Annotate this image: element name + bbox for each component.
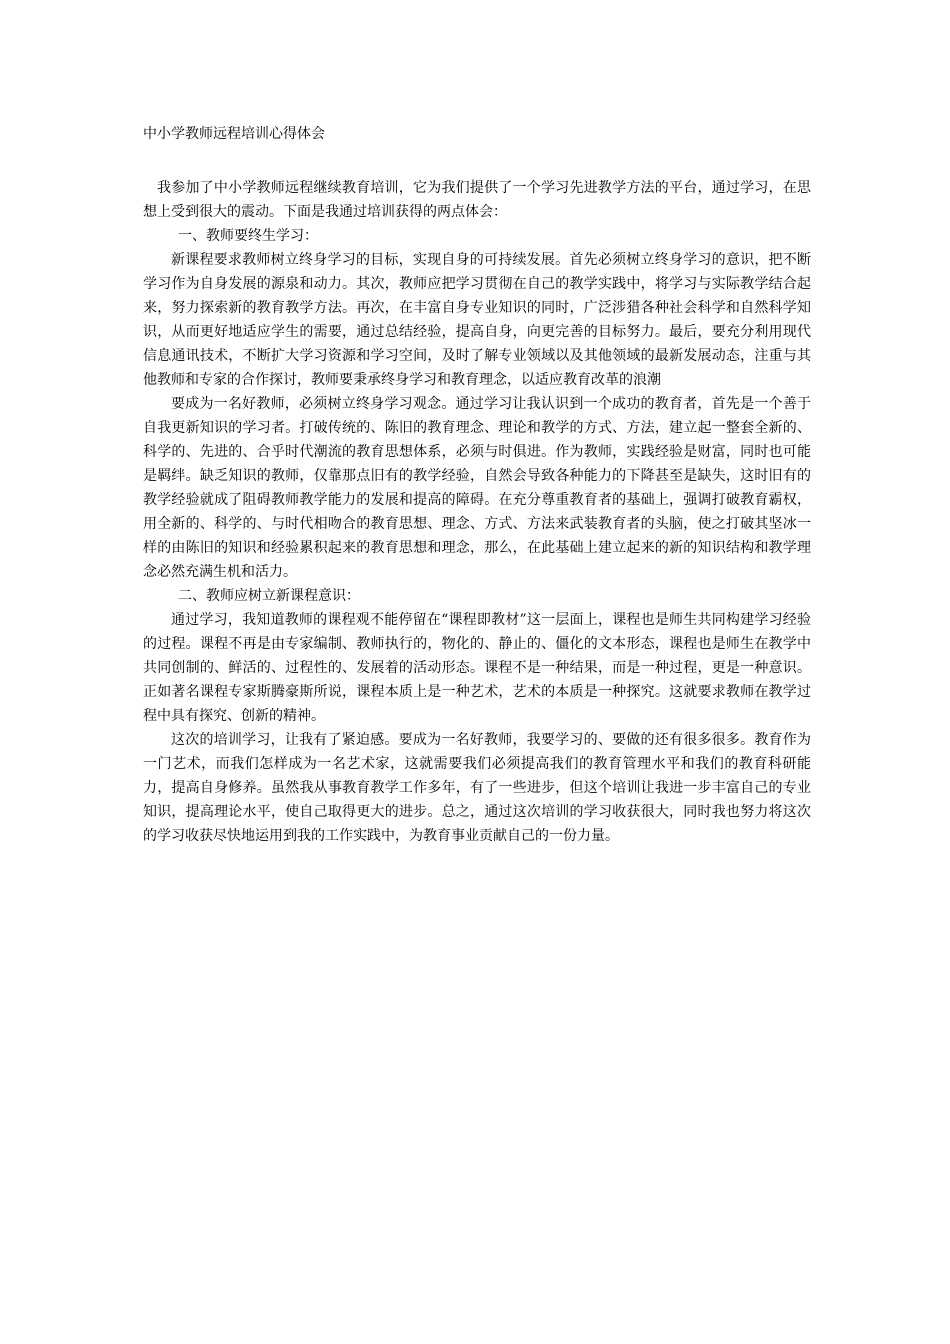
section-1-paragraph-2: 要成为一名好教师，必须树立终身学习观念。通过学习让我认识到一个成功的教育者，首先是一个善于自我更新知识的学习者。打破传统的、陈旧的教育理念、理论和教学的方式、方法，建立起一整套全新的、科学的、先进的、合乎时代潮流的教育思想体系，必须与时俱进。作为教师，实践经验是财富，同时也可能是羁绊。缺乏知识的教师，仅靠那点旧有的教学经验，自然会导致各种能力的下降甚至是缺失，这时旧有的教学经验就成了阻碍教师教学能力的发展和提高的障碍。在充分尊重教育者的基础上，强调打破教育霸权，用全新的、科学的、与时代相吻合的教育思想、理念、方式、方法来武装教育者的头脑，使之打破其坚冰一样的由陈旧的知识和经验累积起来的教育思想和理念，那么，在此基础上建立起来的新的知识结构和教学理念必然充满生机和活力。 [143, 396, 811, 580]
section-2-paragraph-2: 这次的培训学习，让我有了紧迫感。要成为一名好教师，我要学习的、要做的还有很多很多。教育作为一门艺术，而我们怎样成为一名艺术家，这就需要我们必须提高我们的教育管理水平和我们的教育科研能力，提高自身修养。虽然我从事教育教学工作多年，有了一些进步，但这个培训让我进一步丰富自己的专业知识，提高理论水平，使自己取得更大的进步。总之，通过这次培训的学习收获很大，同时我也努力将这次的学习收获尽快地运用到我的工作实践中，为教育事业贡献自己的一份力量。 [143, 732, 811, 844]
section-1-paragraph-1: 新课程要求教师树立终身学习的目标，实现自身的可持续发展。首先必须树立终身学习的意识，把不断学习作为自身发展的源泉和动力。其次，教师应把学习贯彻在自己的教学实践中，将学习与实际教学结合起来，努力探索新的教育教学方法。再次，在丰富自身专业知识的同时，广泛涉猎各种社会科学和自然科学知识，从而更好地适应学生的需要，通过总结经验，提高自身，向更完善的目标努力。最后，要充分利用现代信息通讯技术，不断扩大学习资源和学习空间，及时了解专业领域以及其他领域的最新发展动态，注重与其他教师和专家的合作探讨，教师要秉承终身学习和教育理念，以适应教育改革的浪潮 [143, 252, 811, 388]
document-body [143, 176, 811, 848]
intro-paragraph: 我参加了中小学教师远程继续教育培训，它为我们提供了一个学习先进教学方法的平台，通过学习，在思想上受到很大的震动。下面是我通过培训获得的两点体会： [143, 180, 811, 220]
document-title: 中小学教师远程培训心得体会 [143, 126, 325, 142]
section-2-paragraph-1: 通过学习，我知道教师的课程观不能停留在“课程即教材”这一层面上，课程也是师生共同构建学习经验的过程。课程不再是由专家编制、教师执行的，物化的、静止的、僵化的文本形态，课程也是师生在教学中共同创制的、鲜活的、过程性的、发展着的活动形态。课程不是一种结果，而是一种过程，更是一种意识。正如著名课程专家斯腾豪斯所说，课程本质上是一种艺术，艺术的本质是一种探究。这就要求教师在教学过程中具有探究、创新的精神。 [143, 612, 811, 724]
section-2-heading: 二、教师应树立新课程意识： [178, 588, 360, 604]
section-1-heading: 一、教师要终生学习： [178, 228, 318, 244]
